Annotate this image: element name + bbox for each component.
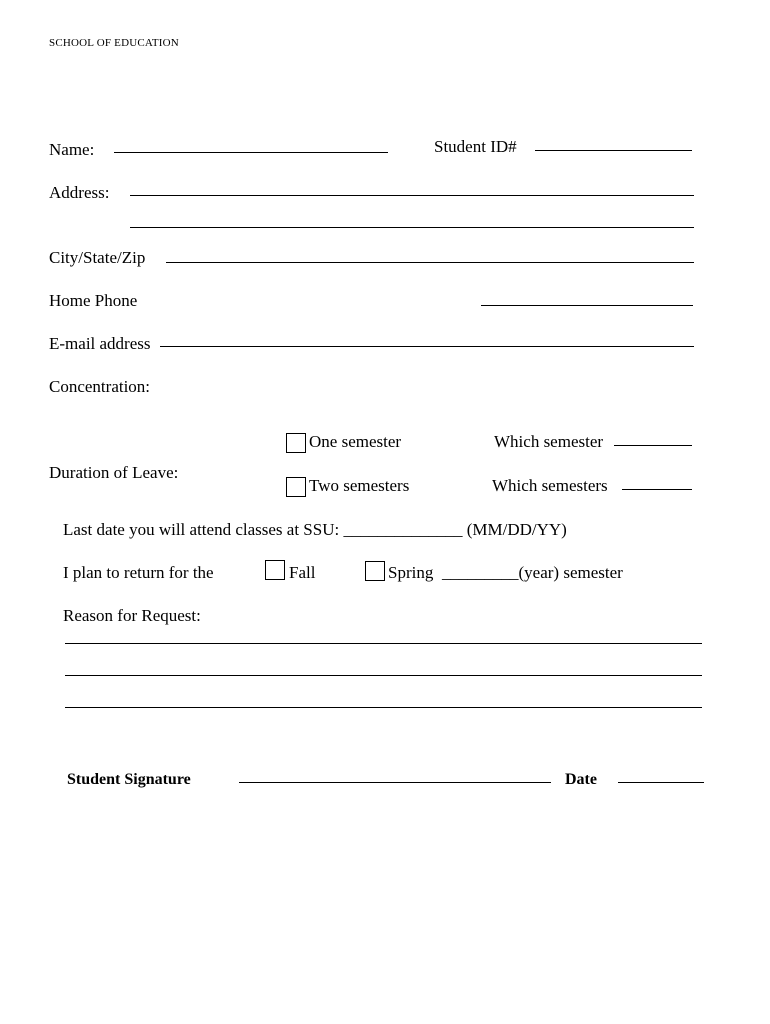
reason-label: Reason for Request: (63, 606, 201, 625)
date-field[interactable] (618, 782, 704, 783)
last-date-label: Last date you will attend classes at SSU: ______________ (MM/DD/YY) (63, 520, 567, 539)
school-header: SCHOOL OF EDUCATION (49, 37, 179, 49)
home-phone-field[interactable] (481, 305, 693, 306)
address-field-line-1[interactable] (130, 195, 694, 196)
concentration-label: Concentration: (49, 377, 151, 396)
fall-checkbox[interactable] (265, 560, 285, 580)
address-label: Address: (49, 183, 110, 202)
return-year-label: _________(year) semester (442, 563, 623, 582)
which-semester-field[interactable] (614, 445, 692, 446)
which-semesters-label: Which semesters (492, 476, 608, 495)
spring-label: Spring (388, 563, 434, 582)
two-semesters-label: Two semesters (309, 476, 410, 495)
which-semester-label: Which semester (494, 432, 604, 451)
home-phone-label: Home Phone (49, 291, 138, 310)
student-id-field[interactable] (535, 150, 692, 151)
date-label: Date (565, 771, 597, 788)
two-semesters-checkbox[interactable] (286, 477, 306, 497)
fall-label: Fall (289, 563, 316, 582)
which-semesters-field[interactable] (622, 489, 692, 490)
reason-field-line-1[interactable] (65, 643, 702, 644)
city-state-zip-label: City/State/Zip (49, 248, 146, 267)
name-field[interactable] (114, 152, 388, 153)
name-label: Name: (49, 140, 95, 159)
one-semester-checkbox[interactable] (286, 433, 306, 453)
spring-checkbox[interactable] (365, 561, 385, 581)
reason-field-line-2[interactable] (65, 675, 702, 676)
city-state-zip-field[interactable] (166, 262, 694, 263)
duration-of-leave-label: Duration of Leave: (49, 463, 179, 482)
address-field-line-2[interactable] (130, 227, 694, 228)
student-signature-field[interactable] (239, 782, 551, 783)
student-id-label: Student ID# (434, 137, 517, 156)
reason-field-line-3[interactable] (65, 707, 702, 708)
return-plan-label: I plan to return for the (63, 563, 214, 582)
student-signature-label: Student Signature (67, 771, 191, 788)
email-label: E-mail address (49, 334, 151, 353)
one-semester-label: One semester (309, 432, 402, 451)
email-field[interactable] (160, 346, 694, 347)
